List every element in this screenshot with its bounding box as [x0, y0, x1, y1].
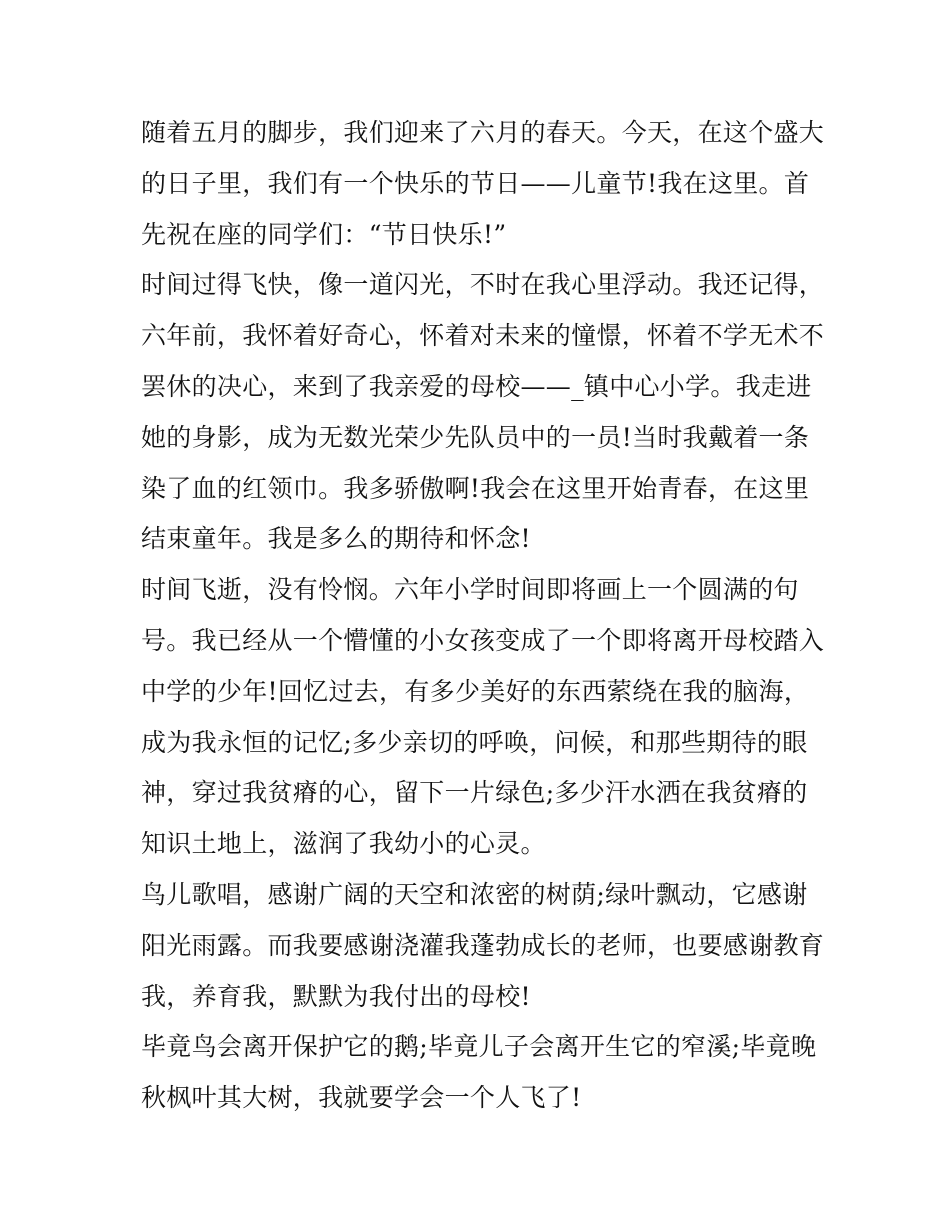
paragraph-5 — [141, 1022, 816, 1124]
text-line: 秋枫叶其大树，我就要学会一个人飞了! — [141, 1083, 582, 1113]
document-body — [141, 108, 825, 1124]
text-line: 时间过得飞快，像一道闪光，不时在我心里浮动。我还记得， — [141, 270, 825, 300]
text-line: 成为我永恒的记忆;多少亲切的呼唤，问候，和那些期待的眼 — [141, 727, 808, 757]
text-line: 先祝在座的同学们：“节日快乐!” — [141, 219, 507, 249]
text-line: 她的身影，成为无数光荣少先队员中的一员!当时我戴着一条 — [141, 422, 810, 452]
text-line: 六年前，我怀着好奇心，怀着对未来的憧憬，怀着不学无术不 — [141, 321, 825, 351]
text-line: 结束童年。我是多么的期待和怀念! — [141, 524, 531, 554]
text-line: 号。我已经从一个懵懂的小女孩变成了一个即将离开母校踏入 — [141, 625, 825, 655]
text-line: 的日子里，我们有一个快乐的节日——儿童节!我在这里。首 — [141, 168, 810, 198]
paragraph-4 — [141, 870, 825, 1022]
text-line: 我，养育我，默默为我付出的母校! — [141, 981, 531, 1011]
text-line: 毕竟鸟会离开保护它的鹅;毕竟儿子会离开生它的窄溪;毕竟晚 — [141, 1032, 817, 1062]
text-line: 染了血的红领巾。我多骄傲啊!我会在这里开始青春，在这里 — [141, 473, 810, 503]
text-line: 阳光雨露。而我要感谢浇灌我蓬勃成长的老师，也要感谢教育 — [141, 930, 825, 960]
text-line: 中学的少年!回忆过去，有多少美好的东西萦绕在我的脑海， — [141, 676, 810, 706]
text-line: 鸟儿歌唱，感谢广阔的天空和浓密的树荫;绿叶飘动，它感谢 — [141, 879, 808, 909]
text-line: 知识土地上，滋润了我幼小的心灵。 — [141, 829, 546, 859]
text-line: 随着五月的脚步，我们迎来了六月的春天。今天，在这个盛大 — [141, 118, 825, 147]
text-line: 罢休的决心，来到了我亲爱的母校——_镇中心小学。我走进 — [141, 371, 812, 401]
paragraph-1 — [141, 108, 825, 260]
paragraph-3 — [141, 565, 825, 870]
text-line: 神，穿过我贫瘠的心，留下一片绿色;多少汗水洒在我贫瘠的 — [141, 778, 808, 808]
paragraph-2 — [141, 260, 825, 565]
text-line: 时间飞逝，没有怜悯。六年小学时间即将画上一个圆满的句 — [141, 575, 799, 605]
